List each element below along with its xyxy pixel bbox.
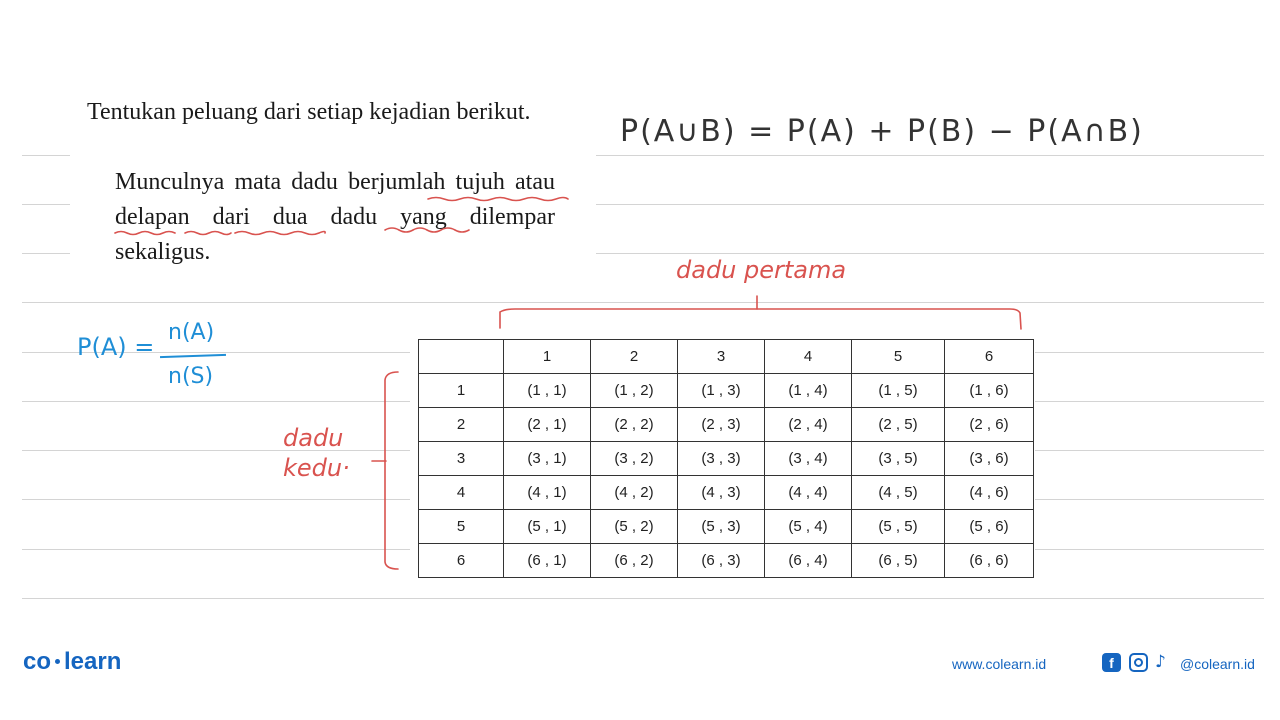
row-header-cell: 6 bbox=[419, 544, 504, 578]
tiktok-icon[interactable]: ♪ bbox=[1155, 652, 1166, 672]
ruled-line bbox=[22, 155, 70, 156]
outcome-cell: (3 , 6) bbox=[945, 442, 1034, 476]
outcome-cell: (2 , 4) bbox=[765, 408, 852, 442]
outcome-cell: (6 , 3) bbox=[678, 544, 765, 578]
colearn-logo bbox=[23, 648, 121, 676]
table-header-row bbox=[419, 340, 1034, 374]
outcome-cell: (6 , 1) bbox=[504, 544, 591, 578]
outcome-cell: (6 , 2) bbox=[591, 544, 678, 578]
union-formula: P(A∪B) = P(A) + P(B) − P(A∩B) bbox=[620, 114, 1144, 149]
outcome-cell: (4 , 4) bbox=[765, 476, 852, 510]
ruled-line bbox=[596, 204, 1264, 205]
row-header-cell: 4 bbox=[419, 476, 504, 510]
header-cell: 4 bbox=[765, 340, 852, 374]
outcome-cell: (4 , 2) bbox=[591, 476, 678, 510]
ruled-line bbox=[596, 155, 1264, 156]
ruled-line bbox=[1035, 499, 1264, 500]
outcome-cell: (6 , 4) bbox=[765, 544, 852, 578]
outcome-cell: (3 , 2) bbox=[591, 442, 678, 476]
table-row bbox=[419, 476, 1034, 510]
logo-dot bbox=[55, 659, 60, 664]
table-row bbox=[419, 374, 1034, 408]
ruled-line bbox=[22, 549, 410, 550]
question-body: Munculnya mata dadu berjumlah tujuh atau delapan dari dua dadu yang dilempar sekaligus. bbox=[115, 169, 555, 265]
header-cell: 2 bbox=[591, 340, 678, 374]
pa-denominator: n(S) bbox=[168, 364, 214, 389]
ruled-line bbox=[1035, 549, 1264, 550]
facebook-icon[interactable]: f bbox=[1102, 653, 1121, 672]
header-cell bbox=[419, 340, 504, 374]
outcome-cell: (1 , 1) bbox=[504, 374, 591, 408]
ruled-line bbox=[22, 302, 1264, 303]
table-row bbox=[419, 510, 1034, 544]
second-die-label: dadu kedu· bbox=[283, 424, 350, 482]
outcome-cell: (5 , 1) bbox=[504, 510, 591, 544]
table-row bbox=[419, 442, 1034, 476]
ruled-line bbox=[22, 598, 1264, 599]
first-die-label: dadu pertama bbox=[676, 256, 847, 284]
outcome-cell: (5 , 2) bbox=[591, 510, 678, 544]
table-row bbox=[419, 544, 1034, 578]
ruled-line bbox=[1035, 450, 1264, 451]
outcome-cell: (3 , 4) bbox=[765, 442, 852, 476]
outcome-cell: (2 , 6) bbox=[945, 408, 1034, 442]
outcome-cell: (1 , 6) bbox=[945, 374, 1034, 408]
table-row bbox=[419, 408, 1034, 442]
ruled-line bbox=[1035, 352, 1264, 353]
ruled-line bbox=[1035, 401, 1264, 402]
ruled-line bbox=[22, 499, 410, 500]
outcome-cell: (5 , 5) bbox=[852, 510, 945, 544]
outcome-cell: (2 , 1) bbox=[504, 408, 591, 442]
header-cell: 3 bbox=[678, 340, 765, 374]
row-header-cell: 5 bbox=[419, 510, 504, 544]
brace-first-die bbox=[500, 309, 1021, 329]
row-header-cell: 1 bbox=[419, 374, 504, 408]
outcome-cell: (2 , 3) bbox=[678, 408, 765, 442]
pa-numerator: n(A) bbox=[168, 320, 215, 345]
outcome-cell: (1 , 2) bbox=[591, 374, 678, 408]
ruled-line bbox=[22, 204, 70, 205]
outcome-cell: (3 , 5) bbox=[852, 442, 945, 476]
outcome-cell: (1 , 4) bbox=[765, 374, 852, 408]
outcome-cell: (4 , 5) bbox=[852, 476, 945, 510]
row-header-cell: 3 bbox=[419, 442, 504, 476]
outcome-cell: (2 , 5) bbox=[852, 408, 945, 442]
pa-formula-left: P(A) = bbox=[77, 333, 155, 361]
header-cell: 6 bbox=[945, 340, 1034, 374]
instagram-icon[interactable] bbox=[1129, 653, 1148, 672]
outcome-cell: (2 , 2) bbox=[591, 408, 678, 442]
header-cell: 1 bbox=[504, 340, 591, 374]
social-handle[interactable]: @colearn.id bbox=[1180, 656, 1255, 672]
outcome-cell: (4 , 6) bbox=[945, 476, 1034, 510]
outcome-cell: (1 , 5) bbox=[852, 374, 945, 408]
outcome-cell: (3 , 1) bbox=[504, 442, 591, 476]
outcome-cell: (5 , 3) bbox=[678, 510, 765, 544]
header-cell: 5 bbox=[852, 340, 945, 374]
ruled-line bbox=[22, 253, 70, 254]
outcome-cell: (5 , 6) bbox=[945, 510, 1034, 544]
row-header-cell: 2 bbox=[419, 408, 504, 442]
logo-text-learn: learn bbox=[64, 648, 122, 675]
outcome-cell: (4 , 3) bbox=[678, 476, 765, 510]
outcome-cell: (6 , 6) bbox=[945, 544, 1034, 578]
fraction-bar bbox=[160, 354, 226, 358]
outcome-cell: (3 , 3) bbox=[678, 442, 765, 476]
website-link[interactable]: www.colearn.id bbox=[952, 656, 1047, 672]
sample-space-table bbox=[418, 339, 1034, 578]
outcome-cell: (6 , 5) bbox=[852, 544, 945, 578]
outcome-cell: (5 , 4) bbox=[765, 510, 852, 544]
outcome-cell: (1 , 3) bbox=[678, 374, 765, 408]
question-title: Tentukan peluang dari setiap kejadian berikut. bbox=[87, 99, 531, 125]
ruled-line bbox=[22, 401, 410, 402]
logo-text-co: co bbox=[23, 648, 52, 675]
ruled-line bbox=[596, 253, 1264, 254]
outcome-cell: (4 , 1) bbox=[504, 476, 591, 510]
